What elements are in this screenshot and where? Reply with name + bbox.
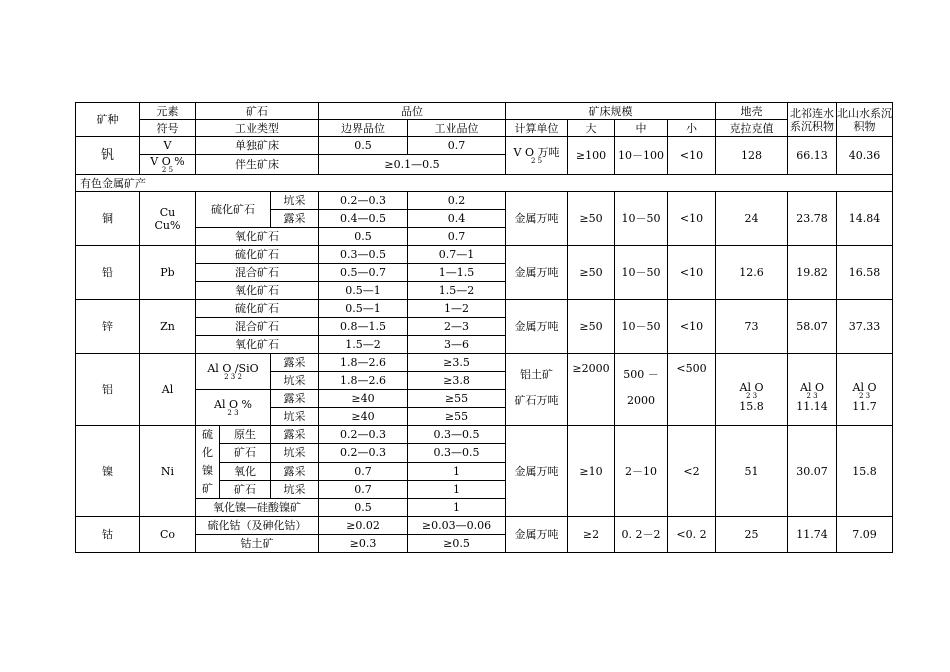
copper-boundary-1: 0.2—0.3 (319, 192, 408, 210)
aluminum-industrial-4: ≥55 (408, 408, 506, 426)
aluminum-ns-subscript: 2 3 (858, 391, 871, 400)
aluminum-crust-label: Al O (739, 380, 764, 394)
aluminum-boundary-4: ≥40 (319, 408, 408, 426)
aluminum-large: ≥2000 (568, 354, 615, 426)
aluminum-ratio-text: Al O /SiO (207, 362, 259, 375)
nickel-large: ≥10 (568, 426, 615, 517)
aluminum-unit-1: 铝土矿 (520, 368, 554, 381)
vanadium-symbol: V (140, 137, 196, 155)
lead-north-shan: 16.58 (837, 246, 893, 300)
header-small: 小 (668, 120, 716, 137)
lead-boundary-2: 0.5—0.7 (319, 264, 408, 282)
lead-north-qilian: 19.82 (788, 246, 837, 300)
cobalt-boundary-1: ≥0.02 (319, 517, 408, 535)
zinc-industrial-1: 1—2 (408, 300, 506, 318)
aluminum-nq-label: Al O (800, 380, 825, 394)
vanadium-symbol-2-subscript: 2 5 (161, 166, 174, 174)
header-north-shan: 北山水系沉积物 (837, 103, 893, 137)
nickel-pit-1: 坑采 (271, 444, 319, 462)
vanadium-unit (506, 137, 568, 175)
vanadium-north-qilian: 66.13 (788, 137, 837, 175)
copper-open: 露采 (271, 210, 319, 228)
zinc-boundary-3: 1.5—2 (319, 336, 408, 354)
cobalt-medium: 0. 2－2 (615, 517, 668, 553)
nickel-vert-1: 硫 (202, 428, 213, 441)
aluminum-name: 铝 (76, 354, 140, 426)
vanadium-boundary: 0.5 (319, 137, 408, 155)
vanadium-unit-text: V O 万吨 (513, 146, 560, 159)
nickel-vert-3: 镍 (202, 464, 213, 477)
lead-industrial-3: 1.5—2 (408, 282, 506, 300)
zinc-north-shan: 37.33 (837, 300, 893, 354)
zinc-industrial-3: 3—6 (408, 336, 506, 354)
copper-unit: 金属万吨 (506, 192, 568, 246)
zinc-boundary-2: 0.8—1.5 (319, 318, 408, 336)
nickel-pit-2: 坑采 (271, 480, 319, 498)
aluminum-north-qilian (788, 354, 837, 426)
header-scale: 矿床规模 (506, 103, 716, 120)
aluminum-boundary-3: ≥40 (319, 390, 408, 408)
copper-large: ≥50 (568, 192, 615, 246)
nickel-sulfide-vertical (196, 426, 220, 499)
aluminum-pct-label (196, 390, 271, 426)
lead-small: <10 (668, 246, 716, 300)
header-element-1: 元素 (140, 103, 196, 120)
aluminum-mining-1: 露采 (271, 354, 319, 372)
lead-type-1: 硫化矿石 (196, 246, 319, 264)
aluminum-unit-2: 矿石万吨 (514, 394, 559, 407)
header-unit: 计算单位 (506, 120, 568, 137)
lead-industrial-1: 0.7—1 (408, 246, 506, 264)
vanadium-large: ≥100 (568, 137, 615, 175)
copper-north-qilian: 23.78 (788, 192, 837, 246)
cobalt-industrial-1: ≥0.03—0.06 (408, 517, 506, 535)
zinc-industrial-2: 2—3 (408, 318, 506, 336)
cobalt-unit: 金属万吨 (506, 517, 568, 553)
nickel-primary-2: 矿石 (220, 444, 271, 462)
cobalt-type-1: 硫化钴（及砷化钴） (196, 517, 319, 535)
header-crust-1: 地壳 (716, 103, 788, 120)
header-large: 大 (568, 120, 615, 137)
aluminum-ns-label: Al O (852, 380, 877, 394)
aluminum-crust-value: 15.8 (739, 399, 764, 413)
nickel-vert-2: 化 (202, 446, 213, 459)
vanadium-crust: 128 (716, 137, 788, 175)
cobalt-large: ≥2 (568, 517, 615, 553)
header-grade: 品位 (319, 103, 506, 120)
copper-boundary-2: 0.4—0.5 (319, 210, 408, 228)
aluminum-boundary-1: 1.8—2.6 (319, 354, 408, 372)
aluminum-boundary-2: 1.8—2.6 (319, 372, 408, 390)
lead-medium: 10－50 (615, 246, 668, 300)
copper-name: 铜 (76, 192, 140, 246)
aluminum-crust-subscript: 2 3 (745, 391, 758, 400)
grade-table (75, 102, 893, 553)
zinc-type-3: 氧化矿石 (196, 336, 319, 354)
nickel-open-2: 露采 (271, 462, 319, 480)
nickel-primary-1: 原生 (220, 426, 271, 444)
vanadium-type-1: 单独矿床 (196, 137, 319, 155)
vanadium-north-shan: 40.36 (837, 137, 893, 175)
cobalt-name: 钴 (76, 517, 140, 553)
zinc-large: ≥50 (568, 300, 615, 354)
nickel-boundary-2: 0.2—0.3 (319, 444, 408, 462)
header-industrial: 工业品位 (408, 120, 506, 137)
header-medium: 中 (615, 120, 668, 137)
aluminum-pct-text: Al O % (214, 398, 252, 411)
nickel-industrial-5: 1 (408, 499, 506, 517)
aluminum-ns-value: 11.7 (852, 399, 877, 413)
copper-medium: 10－50 (615, 192, 668, 246)
copper-symbol-1: Cu (159, 205, 176, 219)
cobalt-north-shan: 7.09 (837, 517, 893, 553)
nickel-industrial-1: 0.3—0.5 (408, 426, 506, 444)
aluminum-unit (506, 354, 568, 426)
cobalt-crust: 25 (716, 517, 788, 553)
aluminum-medium-2: 2000 (627, 394, 656, 407)
aluminum-small: <500 (668, 354, 716, 426)
nickel-industrial-3: 1 (408, 462, 506, 480)
cobalt-industrial-2: ≥0.5 (408, 535, 506, 553)
aluminum-industrial-1: ≥3.5 (408, 354, 506, 372)
nickel-medium: 2－10 (615, 426, 668, 517)
copper-crust: 24 (716, 192, 788, 246)
lead-type-3: 氧化矿石 (196, 282, 319, 300)
copper-industrial-1: 0.2 (408, 192, 506, 210)
cobalt-small: <0. 2 (668, 517, 716, 553)
vanadium-name: 钒 (76, 137, 140, 175)
nickel-open-1: 露采 (271, 426, 319, 444)
copper-small: <10 (668, 192, 716, 246)
aluminum-ratio-label (196, 354, 271, 390)
copper-symbol-2: Cu% (154, 218, 181, 232)
nickel-boundary-4: 0.7 (319, 480, 408, 498)
lead-boundary-1: 0.3—0.5 (319, 246, 408, 264)
zinc-north-qilian: 58.07 (788, 300, 837, 354)
copper-industrial-3: 0.7 (408, 228, 506, 246)
lead-industrial-2: 1—1.5 (408, 264, 506, 282)
nickel-boundary-1: 0.2—0.3 (319, 426, 408, 444)
header-crust-2: 克拉克值 (716, 120, 788, 137)
zinc-boundary-1: 0.5—1 (319, 300, 408, 318)
nickel-north-qilian: 30.07 (788, 426, 837, 517)
aluminum-medium (615, 354, 668, 426)
aluminum-industrial-2: ≥3.8 (408, 372, 506, 390)
lead-type-2: 混合矿石 (196, 264, 319, 282)
zinc-small: <10 (668, 300, 716, 354)
aluminum-crust (716, 354, 788, 426)
cobalt-symbol: Co (140, 517, 196, 553)
cobalt-north-qilian: 11.74 (788, 517, 837, 553)
header-ore-1: 矿石 (196, 103, 319, 120)
lead-crust: 12.6 (716, 246, 788, 300)
copper-pit: 坑采 (271, 192, 319, 210)
lead-unit: 金属万吨 (506, 246, 568, 300)
aluminum-nq-value: 11.14 (796, 399, 828, 413)
section-title: 有色金属矿产 (76, 175, 893, 192)
header-north-qilian: 北祁连水系沉积物 (788, 103, 837, 137)
copper-industrial-2: 0.4 (408, 210, 506, 228)
nickel-unit: 金属万吨 (506, 426, 568, 517)
header-boundary: 边界品位 (319, 120, 408, 137)
nickel-vert-4: 矿 (202, 482, 213, 495)
zinc-crust: 73 (716, 300, 788, 354)
lead-name: 铅 (76, 246, 140, 300)
aluminum-mining-4: 坑采 (271, 408, 319, 426)
aluminum-medium-1: 500 － (623, 368, 659, 381)
cobalt-boundary-2: ≥0.3 (319, 535, 408, 553)
vanadium-industrial: 0.7 (408, 137, 506, 155)
copper-symbol (140, 192, 196, 246)
copper-north-shan: 14.84 (837, 192, 893, 246)
zinc-type-2: 混合矿石 (196, 318, 319, 336)
nickel-oxid-2: 矿石 (220, 480, 271, 498)
vanadium-medium: 10－100 (615, 137, 668, 175)
nickel-symbol: Ni (140, 426, 196, 517)
copper-sulfide: 硫化矿石 (196, 192, 271, 228)
vanadium-symbol-2-text: V O % (150, 155, 185, 168)
aluminum-symbol: Al (140, 354, 196, 426)
zinc-unit: 金属万吨 (506, 300, 568, 354)
cobalt-type-2: 钴土矿 (196, 535, 319, 553)
nickel-silicate: 氧化镍—硅酸镍矿 (196, 499, 319, 517)
aluminum-pct-subscript: 2 3 (227, 409, 239, 417)
nickel-oxid-1: 氧化 (220, 462, 271, 480)
lead-boundary-3: 0.5—1 (319, 282, 408, 300)
copper-boundary-3: 0.5 (319, 228, 408, 246)
nickel-industrial-4: 1 (408, 480, 506, 498)
zinc-type-1: 硫化矿石 (196, 300, 319, 318)
vanadium-combined-grade: ≥0.1—0.5 (319, 155, 506, 175)
header-element-2: 符号 (140, 120, 196, 137)
nickel-boundary-5: 0.5 (319, 499, 408, 517)
aluminum-industrial-3: ≥55 (408, 390, 506, 408)
zinc-medium: 10－50 (615, 300, 668, 354)
copper-oxide: 氧化矿石 (196, 228, 319, 246)
nickel-crust: 51 (716, 426, 788, 517)
nickel-name: 镍 (76, 426, 140, 517)
nickel-boundary-3: 0.7 (319, 462, 408, 480)
nickel-north-shan: 15.8 (837, 426, 893, 517)
aluminum-ratio-subscript: 2 3 2 (224, 373, 242, 381)
aluminum-north-shan (837, 354, 893, 426)
aluminum-mining-2: 坑采 (271, 372, 319, 390)
vanadium-type-2: 伴生矿床 (196, 155, 319, 175)
lead-large: ≥50 (568, 246, 615, 300)
header-ore-2: 工业类型 (196, 120, 319, 137)
aluminum-nq-subscript: 2 3 (806, 391, 818, 400)
nickel-small: <2 (668, 426, 716, 517)
vanadium-symbol-2 (140, 155, 196, 175)
vanadium-unit-subscript: 2 5 (530, 157, 543, 165)
zinc-name: 锌 (76, 300, 140, 354)
aluminum-mining-3: 露采 (271, 390, 319, 408)
header-mineral: 矿种 (76, 103, 140, 137)
zinc-symbol: Zn (140, 300, 196, 354)
vanadium-small: <10 (668, 137, 716, 175)
lead-symbol: Pb (140, 246, 196, 300)
nickel-industrial-2: 0.3—0.5 (408, 444, 506, 462)
